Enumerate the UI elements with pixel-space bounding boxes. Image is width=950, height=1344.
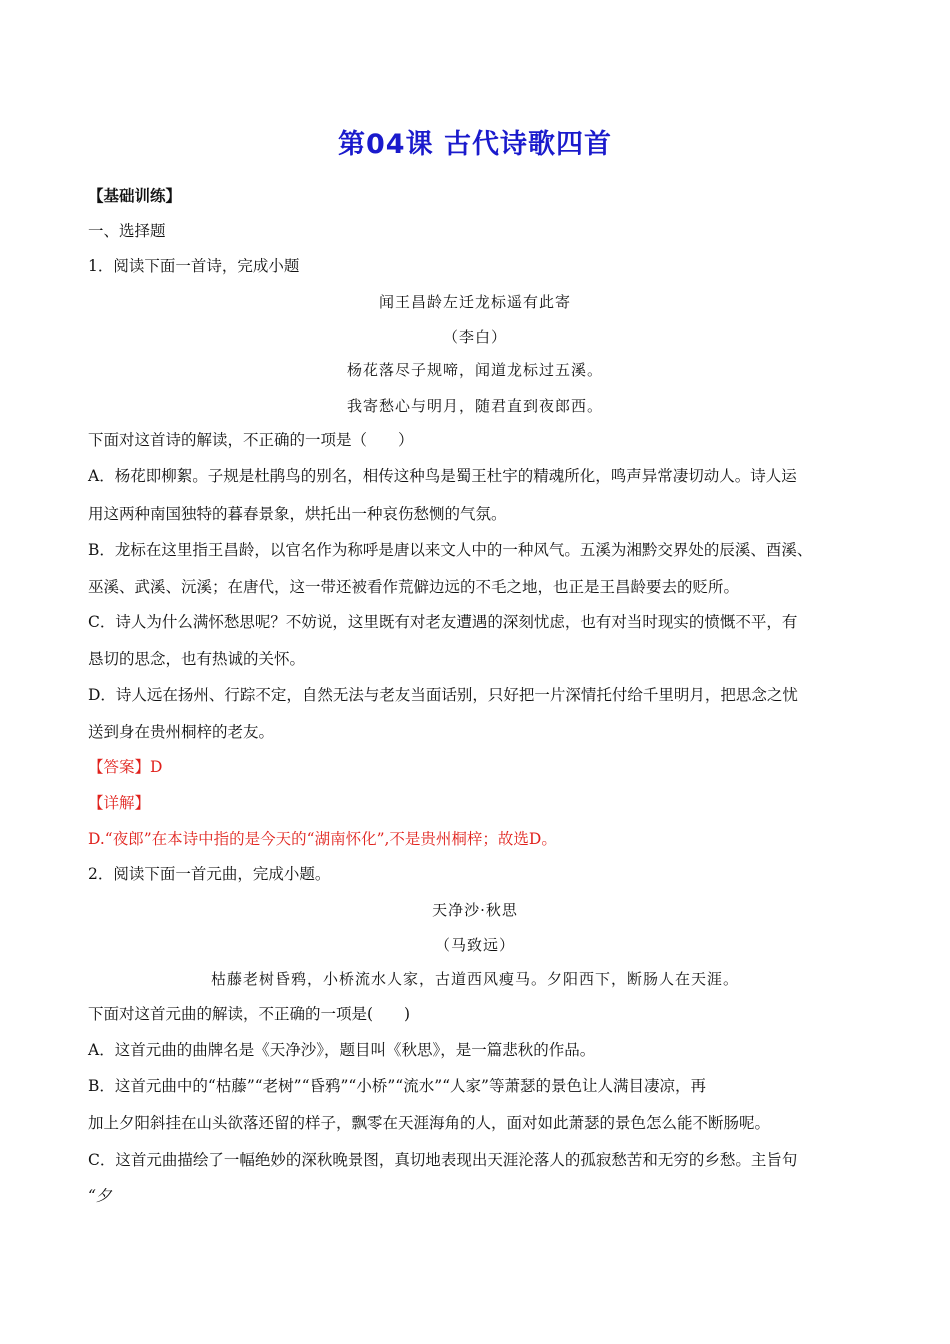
q1-option-b-cont: 巫溪、武溪、沅溪；在唐代，这一带还被看作荒僻边远的不毛之地，也正是王昌龄要去的贬所。 (88, 578, 740, 596)
q1-answer: 【答案】D (88, 758, 163, 776)
q1-poem-title: 闻王昌龄左迁龙标遥有此寄 (378, 293, 571, 311)
q2-option-b-cont: 加上夕阳斜挂在山头欲落还留的样子，飘零在天涯海角的人，面对如此萧瑟的景色怎么能不断肠呢。 (88, 1114, 771, 1132)
q1-detail-label: 【详解】 (88, 794, 151, 812)
q1-option-a: A．杨花即柳絮。子规是杜鹃鸟的别名，相传这种鸟是蜀王杜宇的精魂所化，鸣声异常凄切动人。诗人运 (88, 467, 797, 485)
page-title: 第04课 古代诗歌四首 (338, 129, 612, 160)
q1-prompt: 1．阅读下面一首诗，完成小题 (88, 257, 300, 275)
q2-question: 下面对这首元曲的解读，不正确的一项是( ) (88, 1005, 411, 1023)
q2-prompt: 2．阅读下面一首元曲，完成小题。 (88, 865, 331, 883)
part-heading: 一、选择题 (88, 222, 166, 240)
q1-option-c-cont: 恳切的思念，也有热诚的关怀。 (88, 650, 306, 668)
q1-option-d-cont: 送到身在贵州桐梓的老友。 (88, 723, 275, 741)
q1-option-a-cont: 用这两种南国独特的暮春景象，烘托出一种哀伤愁恻的气氛。 (88, 505, 507, 523)
q1-option-b: B．龙标在这里指王昌龄，以官名作为称呼是唐以来文人中的一种风气。五溪为湘黔交界处的辰溪、酉溪、 (88, 541, 813, 559)
q2-poem-title: 天净沙·秋思 (432, 901, 518, 919)
q2-option-c: C．这首元曲描绘了一幅绝妙的深秋晚景图，真切地表现出天涯沦落人的孤寂愁苦和无穷的乡愁。主旨句 (88, 1151, 798, 1169)
q1-question: 下面对这首诗的解读，不正确的一项是（ ） (88, 431, 414, 449)
q2-poem-line1: 枯藤老树昏鸦，小桥流水人家，古道西风瘦马。夕阳西下，断肠人在天涯。 (210, 970, 739, 988)
q1-option-d: D．诗人远在扬州、行踪不定，自然无法与老友当面话别，只好把一片深情托付给千里明月，把思念之忧 (88, 686, 798, 704)
q2-option-b: B．这首元曲中的“枯藤”“老树”“昏鸦”“小桥”“流水”“人家”等萧瑟的景色让人满目凄凉，再 (88, 1077, 706, 1095)
q2-option-a: A．这首元曲的曲牌名是《天净沙》，题目叫《秋思》，是一篇悲秋的作品。 (88, 1041, 596, 1059)
q1-option-c: C．诗人为什么满怀愁思呢？不妨说，这里既有对老友遭遇的深刻忧虑，也有对当时现实的愤慨不平，有 (88, 613, 798, 631)
section-heading: 【基础训练】 (88, 186, 182, 205)
q2-poem-author: （马致远） (434, 936, 515, 954)
q1-detail-text: D.“夜郎”在本诗中指的是今天的“湖南怀化”,不是贵州桐梓；故选D。 (88, 830, 557, 848)
q2-option-c-cont: “夕 (88, 1187, 112, 1205)
q1-poem-line2: 我寄愁心与明月，随君直到夜郎西。 (346, 397, 603, 415)
q1-poem-line1: 杨花落尽子规啼，闻道龙标过五溪。 (346, 361, 603, 379)
q1-poem-author: （李白） (442, 328, 507, 346)
